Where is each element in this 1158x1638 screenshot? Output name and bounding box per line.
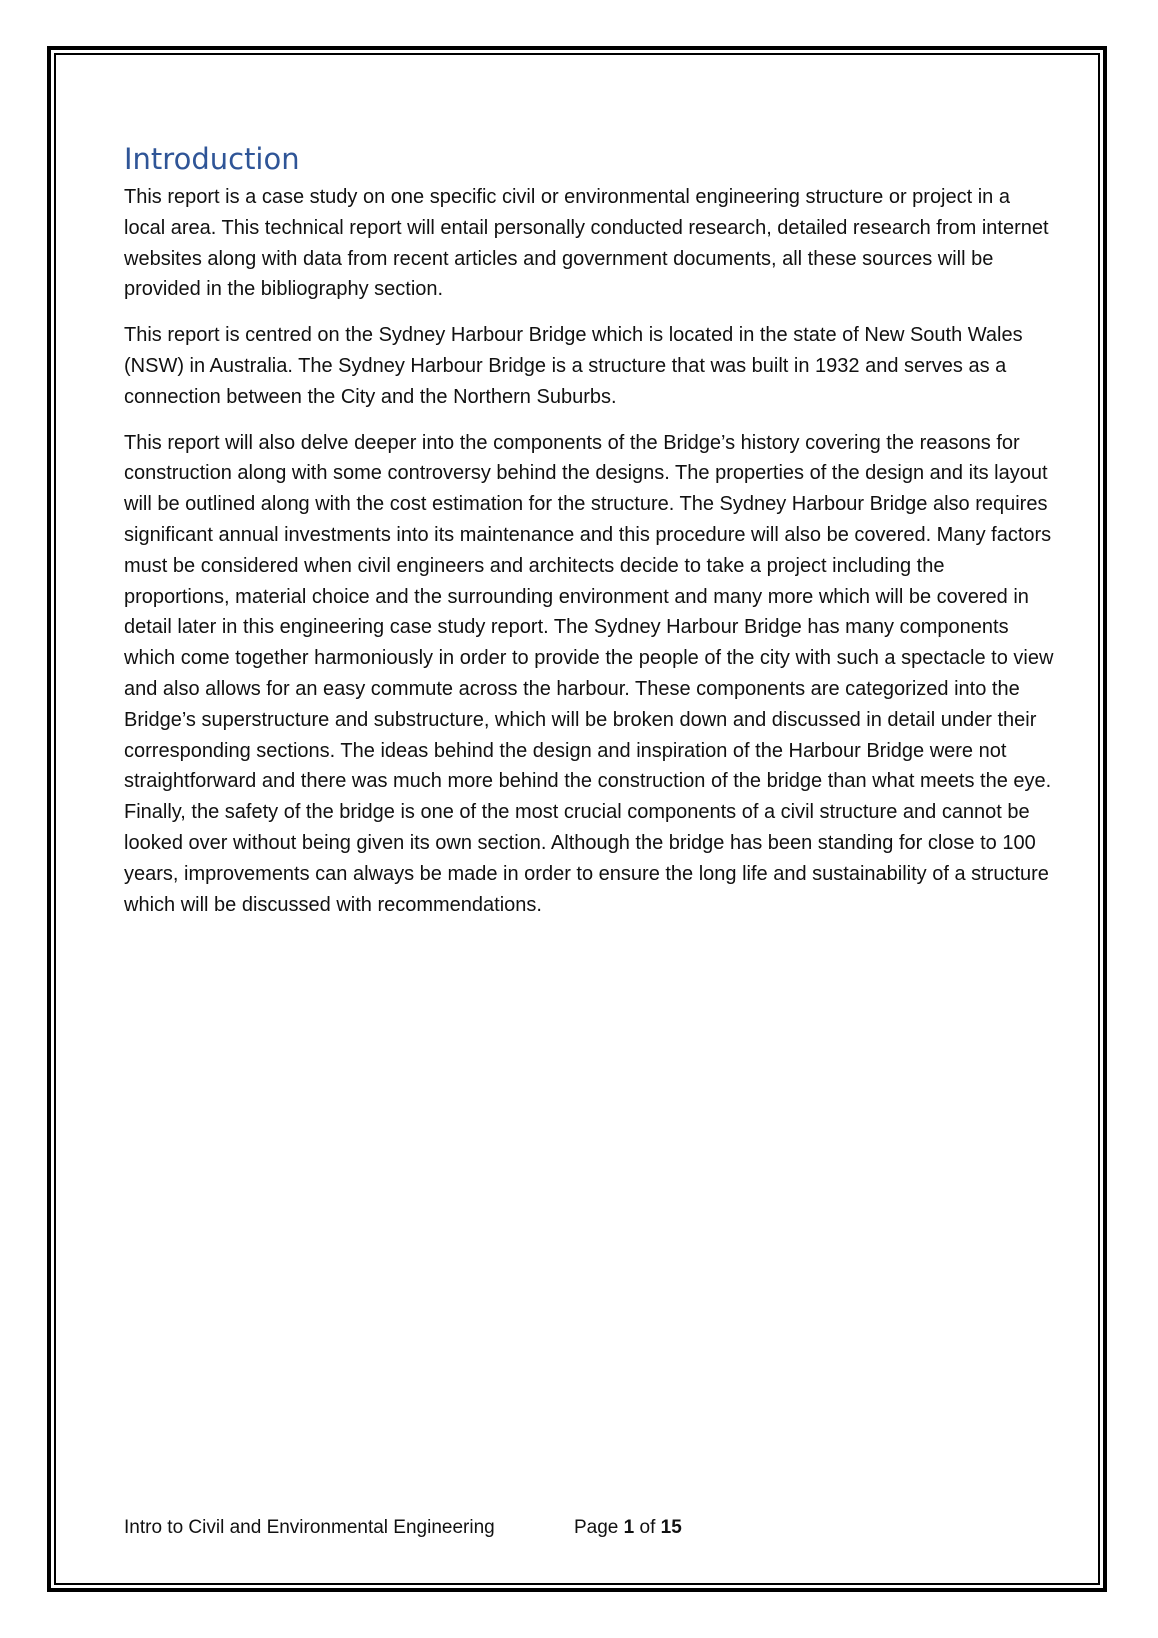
page-current: 1 (623, 1517, 635, 1538)
paragraph-3: This report will also delve deeper into the components of the Bridge’s history covering the reasons for construction along with some controversy behind the designs. The properties of the design and its layout will be outlined along with the cost estimation for the structure. The Sydney Harbour Bridge also requires significant annual investments into its maintenance and this procedure will also be covered. Many factors must be considered when civil engineers and architects decide to take a project including the proportions, material choice and the surrounding environment and many more which will be covered in detail later in this engineering case study report. The Sydney Harbour Bridge has many components which come together harmoniously in order to provide the people of the city with such a spectacle to view and also allows for an easy commute across the harbour. These components are categorized into the Bridge’s superstructure and substructure, which will be broken down and discussed in detail under their corresponding sections. The ideas behind the design and inspiration of the Harbour Bridge were not straightforward and there was much more behind the construction of the bridge than what meets the eye. Finally, the safety of the bridge is one of the most crucial components of a civil structure and cannot be looked over without being given its own section. Although the bridge has been standing for close to 100 years, improvements can always be made in order to ensure the long life and sustainability of a structure which will be discussed with recommendations. (124, 431, 1054, 916)
page-total: 15 (660, 1517, 682, 1538)
paragraph-1: This report is a case study on one specific civil or environmental engineering structure or project in a local area. This technical report will entail personally conducted research, detailed research from internet websites along with data from recent articles and government documents, all these sources will be provided in the bibliography section. (124, 186, 1049, 301)
of-label: of (639, 1517, 656, 1538)
footer-course-title: Intro to Civil and Environmental Engineering (124, 1517, 495, 1538)
page-number (574, 1517, 682, 1539)
document-body (124, 140, 1054, 935)
paragraph-2: This report is centred on the Sydney Harbour Bridge which is located in the state of New South Wales (NSW) in Australia. The Sydney Harbour Bridge is a structure that was built in 1932 and serves as a connection between the City and the Northern Suburbs. (124, 324, 1023, 408)
page-footer (124, 1517, 682, 1539)
page-label: Page (574, 1517, 619, 1538)
section-heading: Introduction (124, 142, 300, 176)
